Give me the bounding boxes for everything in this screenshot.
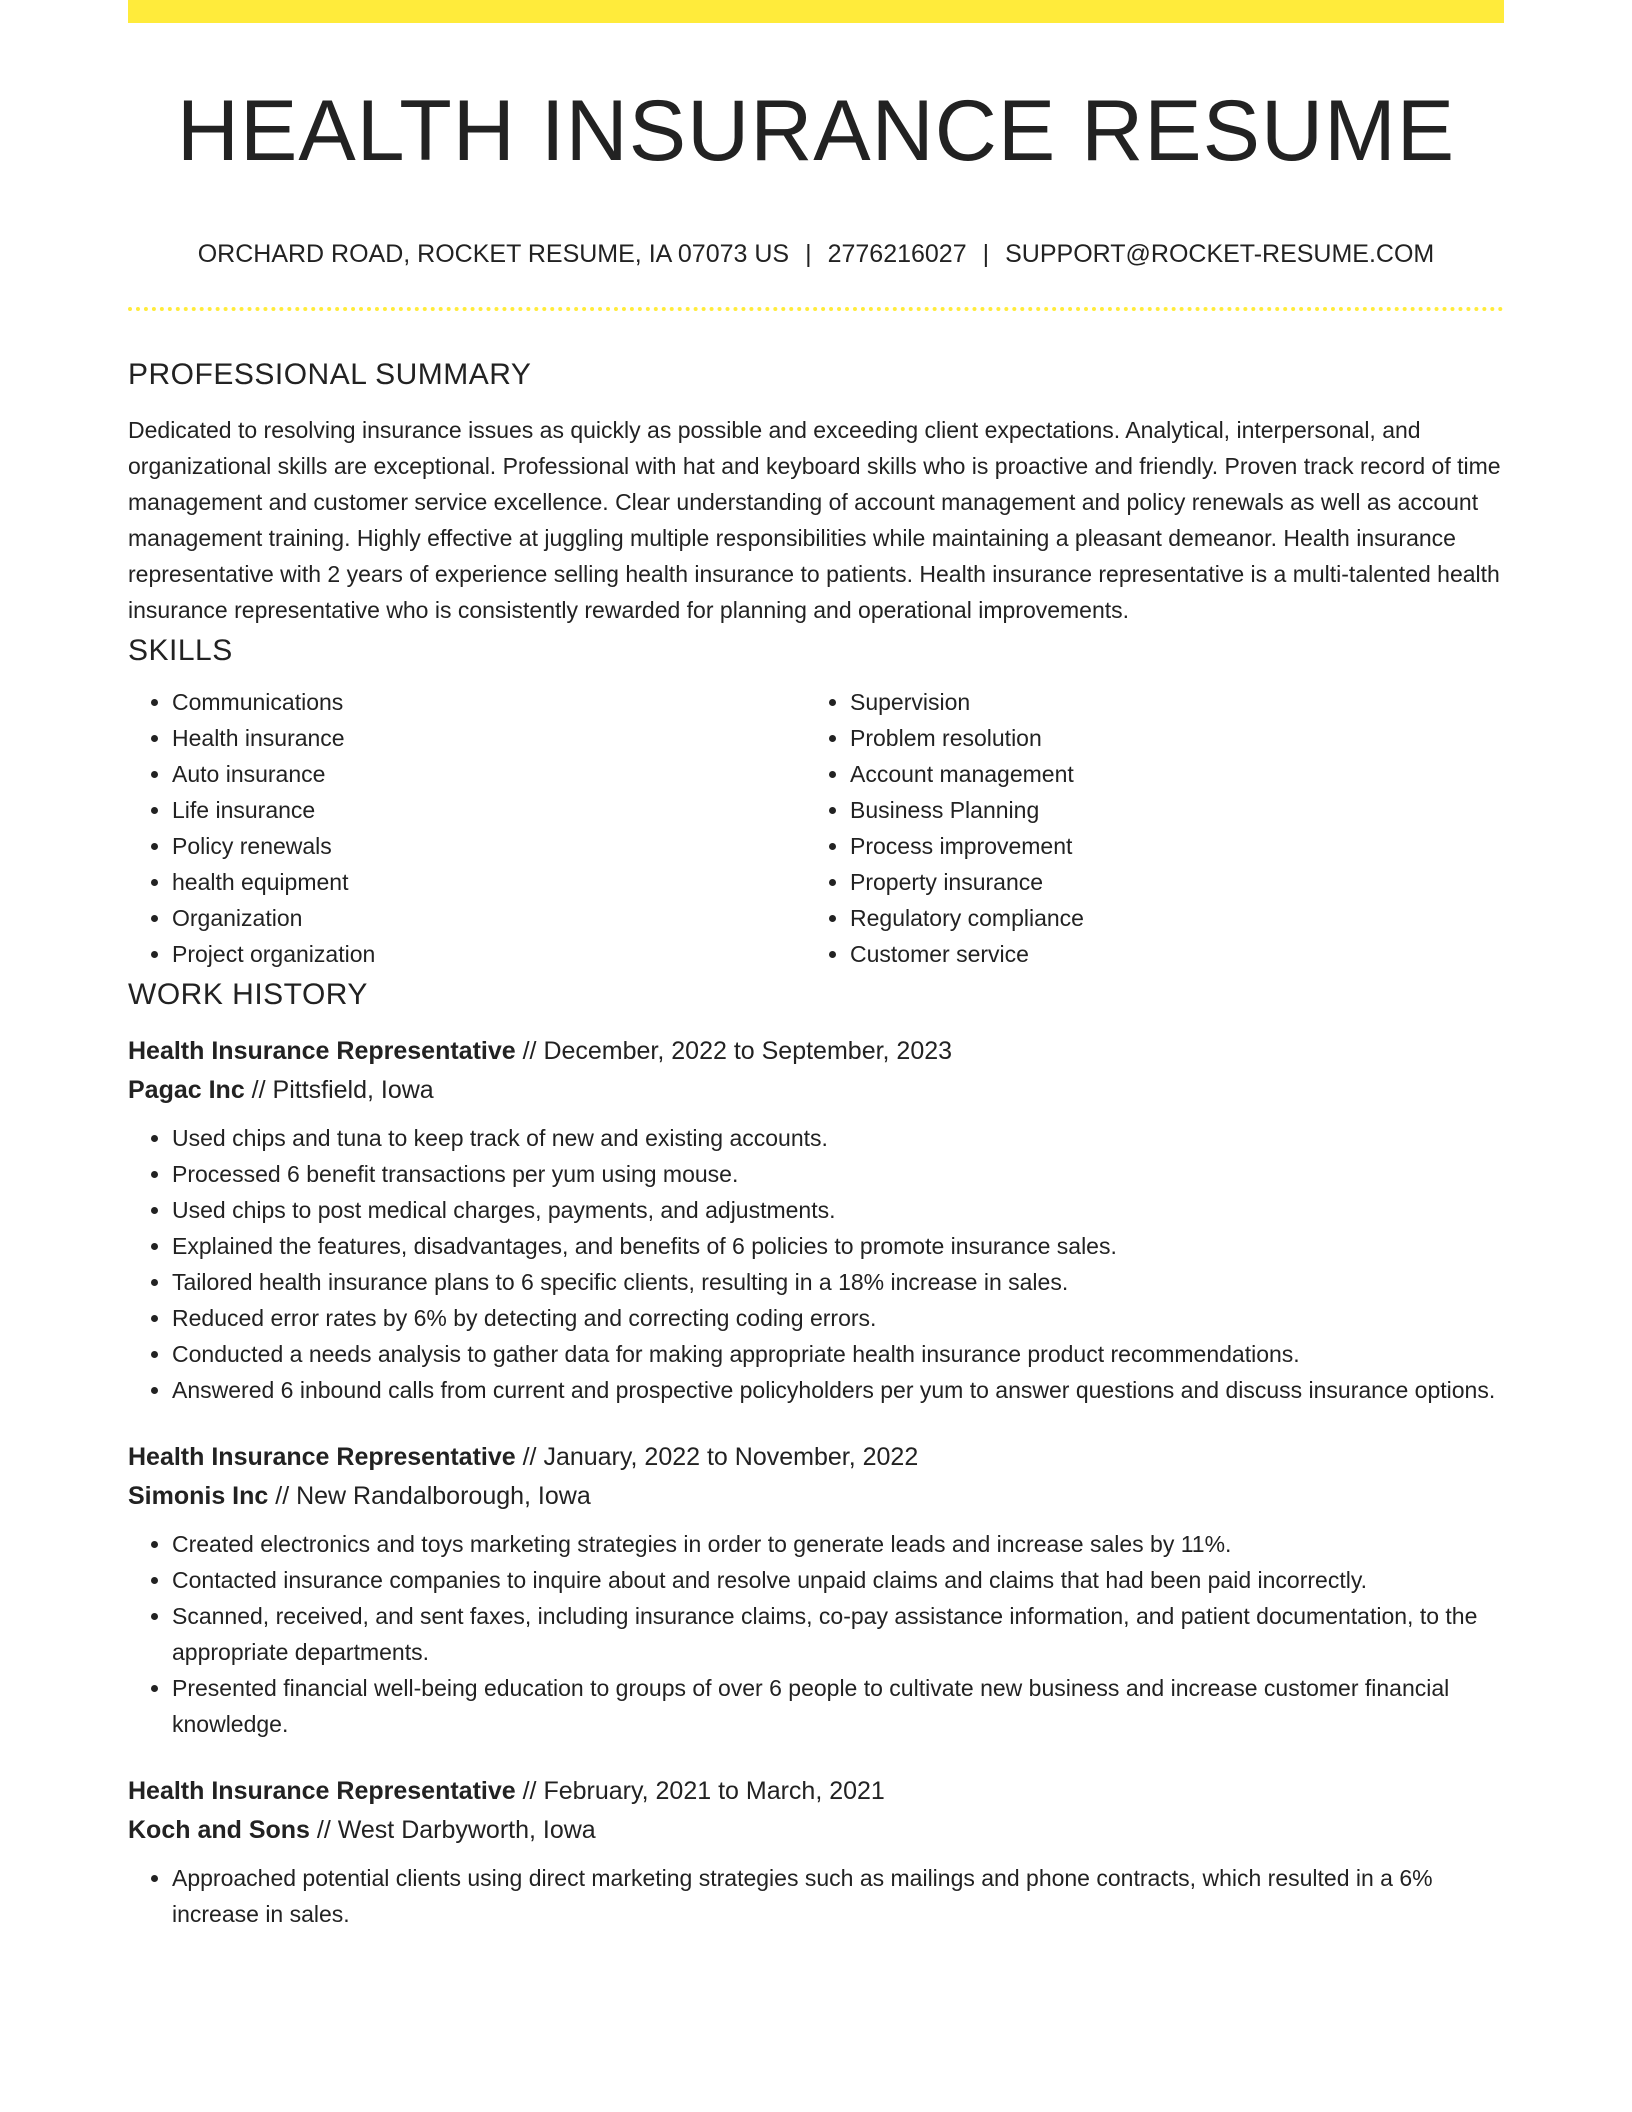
skills-list-right <box>806 684 1484 972</box>
job-title: Health Insurance Representative <box>128 1443 516 1471</box>
skill-item: • health equipment <box>172 864 806 900</box>
dotted-divider <box>128 307 1504 311</box>
work-history-heading: WORK HISTORY <box>128 978 368 1011</box>
skill-item: • Organization <box>172 900 806 936</box>
job-bullet: • Answered 6 inbound calls from current and prospective policyholders per yum to answer questions and discuss insurance options. <box>172 1372 1504 1408</box>
skill-item: • Account management <box>850 756 1484 792</box>
job-bullet: • Approached potential clients using direct marketing strategies such as mailings and phone contracts, which resulted in a 6% increase in sales. <box>172 1860 1504 1932</box>
skill-item: • Life insurance <box>172 792 806 828</box>
job-bullet: • Contacted insurance companies to inquire about and resolve unpaid claims and claims that had been paid incorrectly. <box>172 1562 1504 1598</box>
contact-separator: | <box>805 240 812 268</box>
summary-heading: PROFESSIONAL SUMMARY <box>128 358 532 391</box>
job-bullet: • Scanned, received, and sent faxes, including insurance claims, co-pay assistance information, and patient documentation, to the appropriate departments. <box>172 1598 1504 1670</box>
job-title-line <box>128 1438 1504 1477</box>
skill-item: • Regulatory compliance <box>850 900 1484 936</box>
job-bullet: • Tailored health insurance plans to 6 specific clients, resulting in a 18% increase in sales. <box>172 1264 1504 1300</box>
job-company: Simonis Inc <box>128 1482 269 1510</box>
job-company-line <box>128 1811 1504 1850</box>
job-title-line <box>128 1032 1504 1071</box>
job-dates: // December, 2022 to September, 2023 <box>515 1037 953 1065</box>
job-entry <box>128 1438 1504 1742</box>
job-title: Health Insurance Representative <box>128 1777 516 1805</box>
job-bullet: • Used chips to post medical charges, payments, and adjustments. <box>172 1192 1504 1228</box>
job-entry <box>128 1032 1504 1408</box>
job-dates: // January, 2022 to November, 2022 <box>515 1443 919 1471</box>
job-bullet: • Used chips and tuna to keep track of new and existing accounts. <box>172 1120 1504 1156</box>
skills-columns <box>128 684 1504 972</box>
job-entry <box>128 1772 1504 1932</box>
contact-line <box>128 236 1504 272</box>
job-bullet: • Presented financial well-being education to groups of over 6 people to cultivate new business and increase customer financial knowledge. <box>172 1670 1504 1742</box>
skill-item: • Problem resolution <box>850 720 1484 756</box>
summary-text: Dedicated to resolving insurance issues as quickly as possible and exceeding client expectations. Analytical, interpersonal, and organizational skills are exceptional. Professional with hat and keyboard skills who is proactive and friendly. Proven track record of time management and customer service excellence. Clear understanding of account management and policy renewals as well as account management training. Highly effective at juggling multiple responsibilities while maintaining a pleasant demeanor. Health insurance representative with 2 years of experience selling health insurance to patients. Health insurance representative is a multi-talented health insurance representative who is consistently rewarded for planning and operational improvements. <box>128 417 1501 623</box>
contact-separator: | <box>982 240 990 268</box>
skill-item: • Customer service <box>850 936 1484 972</box>
job-bullets <box>128 1120 1504 1408</box>
skill-item: • Supervision <box>850 684 1484 720</box>
skill-item: • Health insurance <box>172 720 806 756</box>
skill-item: • Property insurance <box>850 864 1484 900</box>
job-company-line <box>128 1071 1504 1110</box>
skills-list-left <box>128 684 806 972</box>
skill-item: • Policy renewals <box>172 828 806 864</box>
job-company: Pagac Inc <box>128 1076 245 1104</box>
contact-address: ORCHARD ROAD, ROCKET RESUME, IA 07073 US <box>197 240 790 268</box>
skill-item: • Process improvement <box>850 828 1484 864</box>
job-bullet: • Created electronics and toys marketing strategies in order to generate leads and increase sales by 11%. <box>172 1526 1504 1562</box>
skill-item: • Communications <box>172 684 806 720</box>
job-title-line <box>128 1772 1504 1811</box>
resume-title: HEALTH INSURANCE RESUME <box>176 83 1456 179</box>
job-bullet: • Reduced error rates by 6% by detecting and correcting coding errors. <box>172 1300 1504 1336</box>
job-location: // Pittsfield, Iowa <box>244 1076 434 1104</box>
job-company-line <box>128 1477 1504 1516</box>
resume-content <box>128 352 1504 1932</box>
job-bullets <box>128 1526 1504 1742</box>
skill-item: • Project organization <box>172 936 806 972</box>
job-title: Health Insurance Representative <box>128 1037 516 1065</box>
job-location: // West Darbyworth, Iowa <box>309 1816 596 1844</box>
skill-item: • Auto insurance <box>172 756 806 792</box>
job-bullet: • Processed 6 benefit transactions per yum using mouse. <box>172 1156 1504 1192</box>
skill-item: • Business Planning <box>850 792 1484 828</box>
job-bullet: • Explained the features, disadvantages, and benefits of 6 policies to promote insurance sales. <box>172 1228 1504 1264</box>
contact-phone: 2776216027 <box>827 240 967 268</box>
job-company: Koch and Sons <box>128 1816 310 1844</box>
job-location: // New Randalborough, Iowa <box>268 1482 591 1510</box>
contact-email: SUPPORT@ROCKET-RESUME.COM <box>1005 240 1435 268</box>
job-bullet: • Conducted a needs analysis to gather data for making appropriate health insurance product recommendations. <box>172 1336 1504 1372</box>
job-dates: // February, 2021 to March, 2021 <box>515 1777 885 1805</box>
job-bullets <box>128 1860 1504 1932</box>
skills-heading: SKILLS <box>128 634 233 667</box>
accent-bar <box>128 0 1504 23</box>
